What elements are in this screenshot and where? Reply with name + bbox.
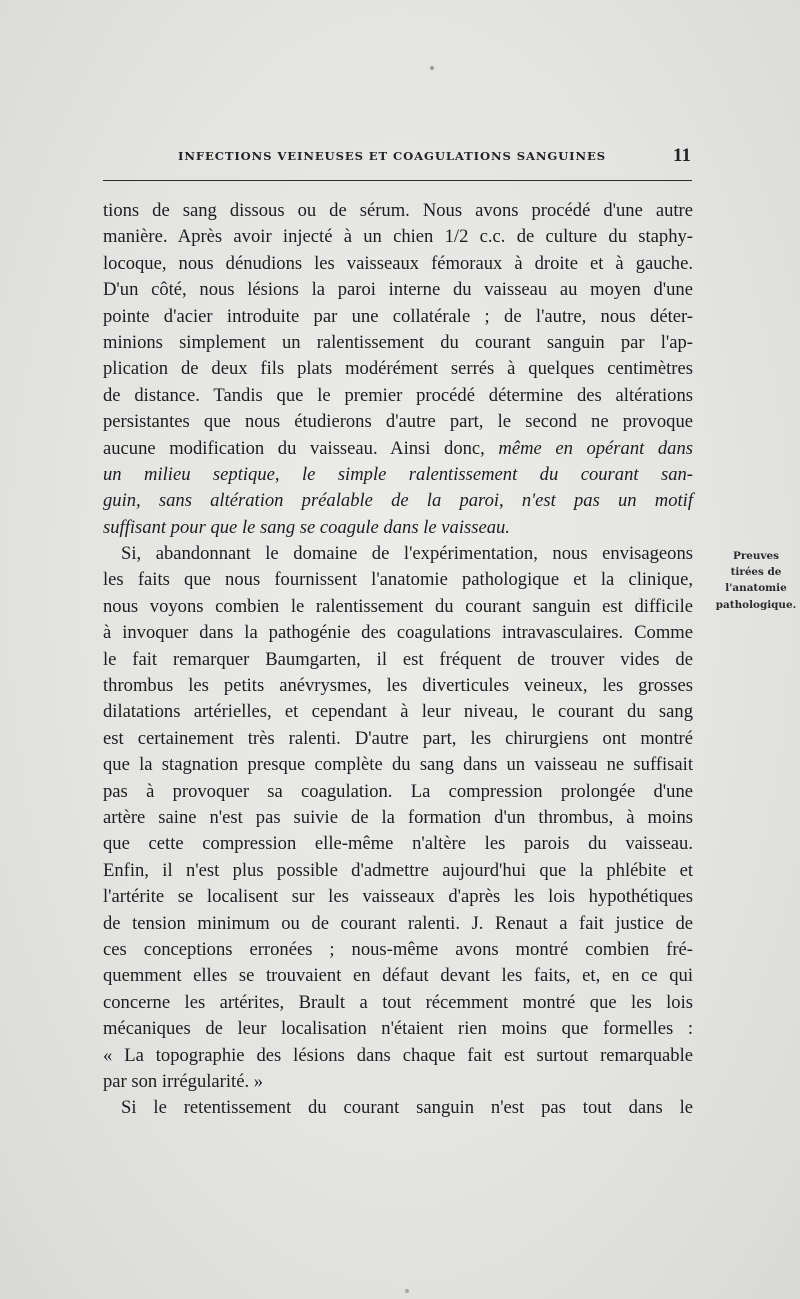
text-line: tions de sang dissous ou de sérum. Nous avons procédé d'une autre: [103, 200, 693, 221]
text-line: pointe d'acier introduite par une collatérale ; de l'autre, nous déter-: [103, 305, 693, 327]
margin-note-line: l'anatomie: [725, 582, 787, 595]
page-speck: [405, 1289, 409, 1293]
italic-text: même en opérant dans: [498, 437, 694, 459]
text-line: le fait remarquer Baumgarten, il est fréquent de trouver vides de: [103, 648, 693, 670]
running-header: [178, 147, 691, 167]
text-line: quemment elles se trouvaient en défaut devant les faits, et, en ce qui: [103, 965, 693, 987]
margin-note-line: pathologique.: [715, 598, 797, 611]
italic-text: guin, sans altération préalable de la paroi, n'est pas un motif: [103, 490, 693, 512]
text-line: de tension minimum ou de courant ralenti. J. Renaut a fait justice de: [103, 912, 693, 934]
text-line: [103, 436, 693, 462]
text-line: par son irrégularité. »: [103, 1070, 264, 1092]
text-line: [103, 515, 693, 541]
text-line: thrombus les petits anévrysmes, les diverticules veineux, les grosses: [103, 675, 693, 697]
text-line: que la stagnation presque complète du sang dans un vaisseau ne suffisait: [103, 754, 693, 776]
text-line: Enfin, il n'est plus possible d'admettre aujourd'hui que la phlébite et: [103, 859, 693, 881]
text-line: « La topographie des lésions dans chaque fait est surtout remarquable: [103, 1044, 693, 1066]
italic-text: un milieu septique, le simple ralentissement du courant san-: [103, 463, 693, 485]
text-line: [103, 462, 693, 488]
text-line: D'un côté, nous lésions la paroi interne du vaisseau au moyen d'une: [103, 279, 693, 301]
text-line: ces conceptions erronées ; nous-même avons montré combien fré-: [103, 938, 693, 960]
text-line: artère saine n'est pas suivie de la formation d'un thrombus, à moins: [103, 806, 693, 828]
text-line: nous voyons combien le ralentissement du courant sanguin est difficile: [103, 595, 693, 617]
margin-note-line: tirées de: [730, 566, 782, 579]
text-line: Si, abandonnant le domaine de l'expérimentation, nous envisageons: [121, 543, 693, 565]
text-line: manière. Après avoir injecté à un chien 1/2 c.c. de culture du staphy-: [103, 226, 693, 248]
page-number: 11: [673, 145, 691, 166]
text-line: les faits que nous fournissent l'anatomie pathologique et la clinique,: [103, 569, 693, 591]
text-line: est certainement très ralenti. D'autre part, les chirurgiens ont montré: [103, 727, 693, 749]
text-line: plication de deux fils plats modérément serrés à quelques centimètres: [103, 358, 693, 380]
roman-text: aucune modification du vaisseau. Ainsi donc,: [103, 437, 499, 459]
text-line: locoque, nous dénudions les vaisseaux fémoraux à droite et à gauche.: [103, 252, 693, 274]
page-speck: [430, 66, 434, 70]
text-line: dilatations artérielles, et cependant à leur niveau, le courant du sang: [103, 701, 693, 723]
margin-note: [714, 548, 798, 613]
text-line: mécaniques de leur localisation n'étaient rien moins que formelles :: [103, 1018, 693, 1040]
text-line: persistantes que nous étudierons d'autre part, le second ne provoque: [103, 411, 693, 433]
text-line: à invoquer dans la pathogénie des coagulations intravasculaires. Comme: [103, 622, 693, 644]
text-line: concerne les artérites, Brault a tout récemment montré que les lois: [103, 991, 693, 1013]
italic-text: suffisant pour que le sang se coagule dans le vaisseau.: [103, 516, 510, 538]
text-line: que cette compression elle-même n'altère les parois du vaisseau.: [103, 833, 693, 855]
text-line: [103, 488, 693, 514]
body-text: [103, 198, 693, 1122]
text-line: Si le retentissement du courant sanguin n'est pas tout dans le: [121, 1097, 693, 1119]
text-line: pas à provoquer sa coagulation. La compression prolongée d'une: [103, 780, 693, 802]
text-line: de distance. Tandis que le premier procédé détermine des altérations: [103, 384, 693, 406]
header-rule: [103, 180, 692, 181]
text-line: minions simplement un ralentissement du courant sanguin par l'ap-: [103, 331, 693, 353]
running-title: INFECTIONS VEINEUSES ET COAGULATIONS SANGUINES: [178, 149, 607, 163]
text-line: l'artérite se localisent sur les vaisseaux d'après les lois hypothétiques: [103, 886, 693, 908]
margin-note-line: Preuves: [733, 550, 779, 562]
